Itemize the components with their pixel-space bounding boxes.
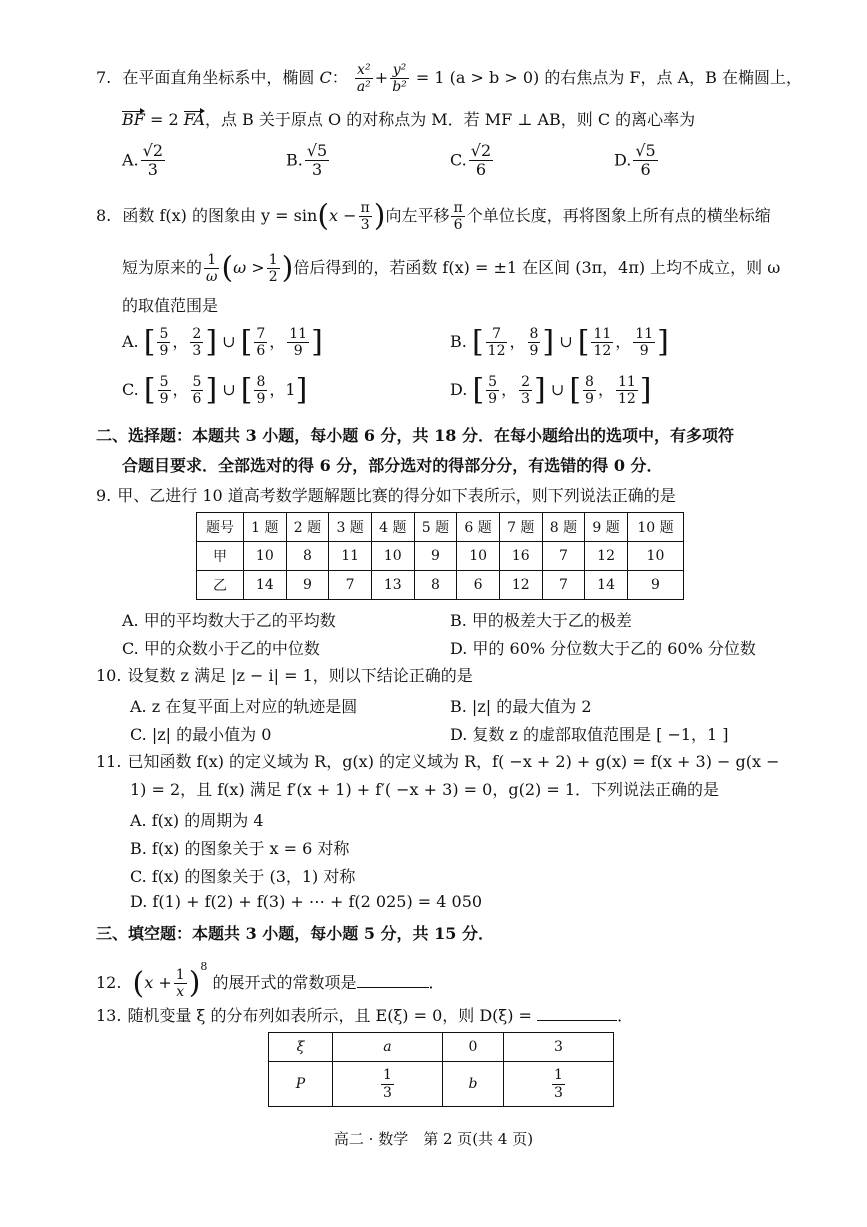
q10-line: 10. 设复数 z 满足 |z − i| = 1，则以下结论正确的是 bbox=[96, 666, 473, 685]
page-footer: 高二 · 数学 第 2 页(共 4 页) bbox=[333, 1130, 534, 1148]
q8-line1: 8. 函数 f(x) 的图象由 y = sin(x − $\frac{\pi}{3}$ )向左平移 $\frac{\pi}{6}$ 个单位长度，再将图象上所有点的横坐标缩 bbox=[96, 198, 771, 234]
q13-answer-blank[interactable] bbox=[537, 1004, 617, 1021]
q11-option-a: A. f(x) 的周期为 4 bbox=[130, 811, 264, 830]
q8-number: 8. bbox=[96, 206, 112, 226]
q9-option-a: A. 甲的平均数大于乙的平均数 bbox=[122, 611, 336, 630]
q11-line1: 11. 已知函数 f(x) 的定义域为 R，g(x) 的定义域为 R，f( −x + 2) + g(x) = f(x + 3) − g(x − bbox=[96, 752, 780, 771]
table-row: 甲 10 8 11 10 9 10 16 7 12 10 bbox=[197, 542, 684, 571]
q8-option-a: A. [ $\frac{5}{9}$ ， $\frac{2}{3}$ ] ∪ [ $\frac{7}{6}$ ， $\frac{11}{9}$ ] bbox=[122, 324, 323, 360]
q13-distribution-table bbox=[268, 1032, 614, 1107]
q10-option-c: C. |z| 的最小值为 0 bbox=[130, 725, 272, 744]
q12-answer-blank[interactable] bbox=[357, 971, 429, 988]
q11-line2: 1) = 2，且 f(x) 满足 f′(x + 1) + f′( −x + 3) = 0，g(2) = 1．下列说法正确的是 bbox=[130, 780, 720, 799]
q11-option-d: D. f(1) + f(2) + f(3) + ⋯ + f(2 025) = 4 050 bbox=[130, 892, 483, 911]
section-2-instructions: 合题目要求．全部选对的得 6 分，部分选对的得部分分，有选错的得 0 分． bbox=[122, 456, 663, 475]
q9-option-b: B. 甲的极差大于乙的极差 bbox=[450, 611, 632, 630]
fraction: $\frac{\text{x²}}{\text{a²}}$ bbox=[356, 62, 371, 96]
q7-option-b: B. $\frac{√5}{3}$ bbox=[286, 141, 328, 180]
q9-option-d: D. 甲的 60% 分位数大于乙的 60% 分位数 bbox=[450, 639, 756, 658]
table-row: 乙 14 9 7 13 8 6 12 7 14 9 bbox=[197, 571, 684, 600]
q8-line3: 的取值范围是 bbox=[122, 296, 219, 315]
table-row: 题号 1 题 2 题 3 题 4 题 5 题 6 题 7 题 8 题 9 题 10 题 bbox=[197, 513, 684, 542]
q7-line2: BF = 2 FA，点 B 关于原点 O 的对称点为 M．若 MF ⊥ AB，则 C 的离心率为 bbox=[122, 110, 696, 129]
q12-line: 12. (x + $\frac{1}{x}$ )$^8$ 的展开式的常数项是 ． bbox=[96, 960, 445, 1001]
q8-option-b: B. [ $\frac{7}{12}$ ， $\frac{8}{9}$ ] ∪ [ $\frac{11}{12}$ ， $\frac{11}{9}$ ] bbox=[450, 324, 669, 360]
q8-option-d: D. [ $\frac{5}{9}$ ， $\frac{2}{3}$ ] ∪ [ $\frac{8}{9}$ ， $\frac{11}{12}$ ] bbox=[450, 372, 652, 408]
q9-score-table bbox=[196, 512, 684, 600]
q9-line: 9. 甲、乙进行 10 道高考数学题解题比赛的得分如下表所示，则下列说法正确的是 bbox=[96, 486, 676, 505]
q7-option-a: A. $\frac{√2}{3}$ bbox=[122, 141, 164, 180]
q10-option-b: B. |z| 的最大值为 2 bbox=[450, 697, 592, 716]
vector-fa: FA bbox=[183, 110, 205, 129]
q10-option-a: A. z 在复平面上对应的轨迹是圆 bbox=[130, 697, 358, 716]
q9-option-c: C. 甲的众数小于乙的中位数 bbox=[122, 639, 320, 658]
q10-option-d: D. 复数 z 的虚部取值范围是 [ −1，1 ] bbox=[450, 725, 729, 744]
q11-option-b: B. f(x) 的图象关于 x = 6 对称 bbox=[130, 839, 350, 858]
section-3-heading: 三、填空题：本题共 3 小题，每小题 5 分，共 15 分． bbox=[96, 924, 494, 943]
table-row: ξ a 0 3 bbox=[269, 1033, 614, 1062]
q7-option-d: D. $\frac{√5}{6}$ bbox=[614, 141, 656, 180]
q8-line2: 短为原来的 $\frac{1}{\omega}$ (ω > $\frac{1}{2}$ )倍后得到的，若函数 f(x) = ±1 在区间 (3π，4π) 上均不成立，则 ω bbox=[122, 250, 781, 286]
vector-bf: BF bbox=[122, 110, 145, 129]
table-row: P $\frac{1}{3}$ b $\frac{1}{3}$ bbox=[269, 1062, 614, 1107]
q7-number: 7. bbox=[96, 68, 112, 88]
q7-line1: 7. 在平面直角坐标系中，椭圆 C： $\frac{\text{x²}}{\text{a²}}$ + $\frac{\text{y²}}{\text{b²}}$ = 1 (a > b > 0) 的右焦点为 F，点 A，B 在椭圆上， bbox=[96, 62, 802, 96]
q11-option-c: C. f(x) 的图象关于 (3，1) 对称 bbox=[130, 867, 356, 886]
q13-line: 13. 随机变量 ξ 的分布列如表所示，且 E(ξ) = 0，则 D(ξ) = ． bbox=[96, 1006, 634, 1025]
section-2-heading: 二、选择题：本题共 3 小题，每小题 6 分，共 18 分．在每小题给出的选项中，有多项符 bbox=[96, 426, 734, 445]
fraction: $\frac{\text{y²}}{\text{b²}}$ bbox=[392, 62, 407, 96]
q7-option-c: C. $\frac{√2}{6}$ bbox=[450, 141, 492, 180]
q8-option-c: C. [ $\frac{5}{9}$ ， $\frac{5}{6}$ ] ∪ [ $\frac{8}{9}$ ，1] bbox=[122, 372, 308, 408]
